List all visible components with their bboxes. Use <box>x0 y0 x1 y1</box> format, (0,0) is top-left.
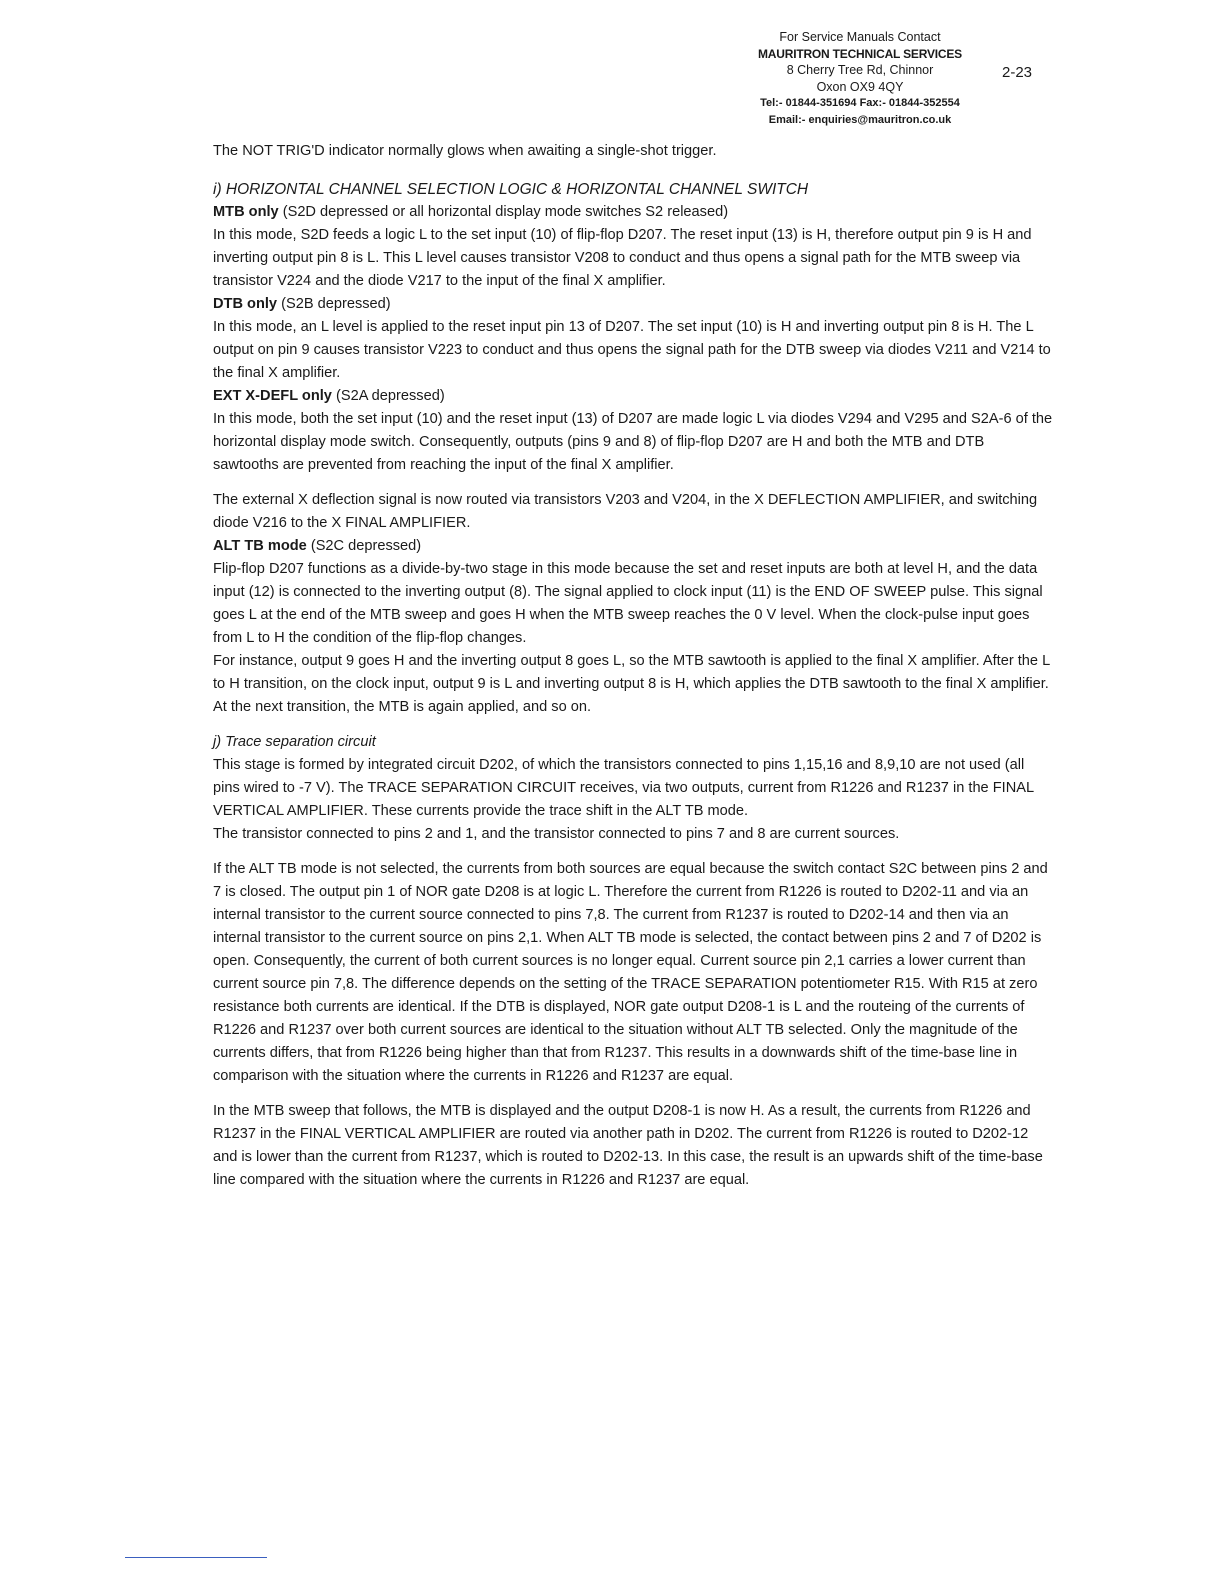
mtb-subheading <box>213 201 1053 224</box>
contact-line-company: MAURITRON TECHNICAL SERVICES <box>758 46 962 61</box>
alt-label: ALT TB mode <box>213 538 307 554</box>
trace-paragraph-3: If the ALT TB mode is not selected, the currents from both sources are equal because the switch contact S2C between pins 2 and 7 is closed. The output pin 1 of NOR gate D208 is at logic L. Therefore the current from R1226 is routed to D202-11 and via an internal transistor to the current source connected to pins 7,8. The current from R1237 is routed to D202-14 and then via an internal transistor to the current source on pins 2,1. When ALT TB mode is selected, the contact between pins 2 and 7 of D202 is open. Consequently, the current of both current sources is no longer equal. Current source pin 2,1 carries a lower current than current source pin 7,8. The difference depends on the setting of the TRACE SEPARATION potentiometer R15. With R15 at zero resistance both currents are identical. If the DTB is displayed, NOR gate output D208-1 is L and the routeing of the currents of R1226 and R1237 over both current sources are identical to the situation without ALT TB selected. Only the magnitude of the currents differs, that from R1226 being higher than that from R1237. This results in a downwards shift of the time-base line in comparison with the situation where the currents in R1226 and R1237 are equal. <box>213 861 1048 1084</box>
trace-paragraph-4: In the MTB sweep that follows, the MTB is displayed and the output D208-1 is now H. As a result, the currents from R1226 and R1237 in the FINAL VERTICAL AMPLIFIER are routed via another path in D202. The current from R1226 is routed to D202-12 and is lower than the current from R1237, which is routed to D202-13. In this case, the result is an upwards shift of the time-base line compared with the situation where the currents in R1226 and R1237 are equal. <box>213 1103 1043 1188</box>
contact-line-email: Email:- enquiries@mauritron.co.uk <box>768 113 952 126</box>
alt-paragraph-2: For instance, output 9 goes H and the inverting output 8 goes L, so the MTB sawtooth is applied to the final X amplifier. After the L to H transition, on the clock input, output 9 is L and inverting output 8 is H, which applies the DTB sawtooth to the final X amplifier. At the next transition, the MTB is again applied, and so on. <box>213 653 1050 715</box>
contact-line-postcode: Oxon OX9 4QY <box>816 79 904 94</box>
dtb-subheading <box>213 293 1053 316</box>
page-number: 2-23 <box>1002 64 1033 81</box>
service-contact-block <box>730 29 990 128</box>
dtb-paragraph: In this mode, an L level is applied to the reset input pin 13 of D207. The set input (10) is H and inverting output pin 8 is H. The L output on pin 9 causes transistor V223 to conduct and thus opens the signal path for the DTB sweep via diodes V211 and V214 to the final X amplifier. <box>213 319 1051 381</box>
mtb-label: MTB only <box>213 204 279 220</box>
ext-paragraph: In this mode, both the set input (10) and the reset input (13) of D207 are made logic L via diodes V294 and V295 and S2A-6 of the horizontal display mode switch. Consequently, outputs (pins 9 and 8) of flip-flop D207 are H and both the MTB and DTB sawtooths are prevented from reaching the input of the final X amplifier. <box>213 411 1053 473</box>
intro-paragraph: The NOT TRIG'D indicator normally glows when awaiting a single-shot trigger. <box>213 143 717 159</box>
alt-paragraph: Flip-flop D207 functions as a divide-by-two stage in this mode because the set and reset inputs are both at level H, and the data input (12) is connected to the inverting output (8). The signal applied to clock input (11) is the END OF SWEEP pulse. This signal goes L at the end of the MTB sweep and goes H when the MTB sweep reaches the 0 V level. When the clock-pulse input goes from L to H the condition of the flip-flop changes. <box>213 561 1043 646</box>
footnote-rule <box>125 1557 267 1558</box>
mtb-note: (S2D depressed or all horizontal display mode switches S2 released) <box>278 204 729 220</box>
trace-paragraph-1: This stage is formed by integrated circuit D202, of which the transistors connected to pins 1,15,16 and 8,9,10 are not used (all pins wired to -7 V). The TRACE SEPARATION CIRCUIT receives, via two outputs, current from R1226 and R1237 in the FINAL VERTICAL AMPLIFIER. These currents provide the trace shift in the ALT TB mode. <box>213 757 1034 819</box>
section-j-heading: j) Trace separation circuit <box>213 734 376 750</box>
section-i-heading: i) HORIZONTAL CHANNEL SELECTION LOGIC & HORIZONTAL CHANNEL SWITCH <box>213 181 809 198</box>
contact-line-title: For Service Manuals Contact <box>779 30 941 44</box>
contact-line-phone: Tel:- 01844-351694 Fax:- 01844-352554 <box>760 97 960 109</box>
ext-label: EXT X-DEFL only <box>213 388 332 404</box>
trace-paragraph-2: The transistor connected to pins 2 and 1, and the transistor connected to pins 7 and 8 are current sources. <box>213 826 900 842</box>
ext-note: (S2A depressed) <box>331 388 445 404</box>
ext-paragraph-2: The external X deflection signal is now routed via transistors V203 and V204, in the X DEFLECTION AMPLIFIER, and switching diode V216 to the X FINAL AMPLIFIER. <box>213 492 1038 531</box>
page-body <box>213 140 1053 1192</box>
mtb-paragraph: In this mode, S2D feeds a logic L to the set input (10) of flip-flop D207. The reset input (13) is H, therefore output pin 9 is H and inverting output pin 8 is L. This L level causes transistor V208 to conduct and thus opens a signal path for the MTB sweep via transistor V224 and the diode V217 to the input of the final X amplifier. <box>213 227 1032 289</box>
alt-note: (S2C depressed) <box>306 538 422 554</box>
alt-subheading <box>213 535 1053 558</box>
ext-subheading <box>213 385 1053 408</box>
dtb-note: (S2B depressed) <box>277 296 391 312</box>
contact-line-address: 8 Cherry Tree Rd, Chinnor <box>786 63 934 77</box>
dtb-label: DTB only <box>213 296 278 312</box>
